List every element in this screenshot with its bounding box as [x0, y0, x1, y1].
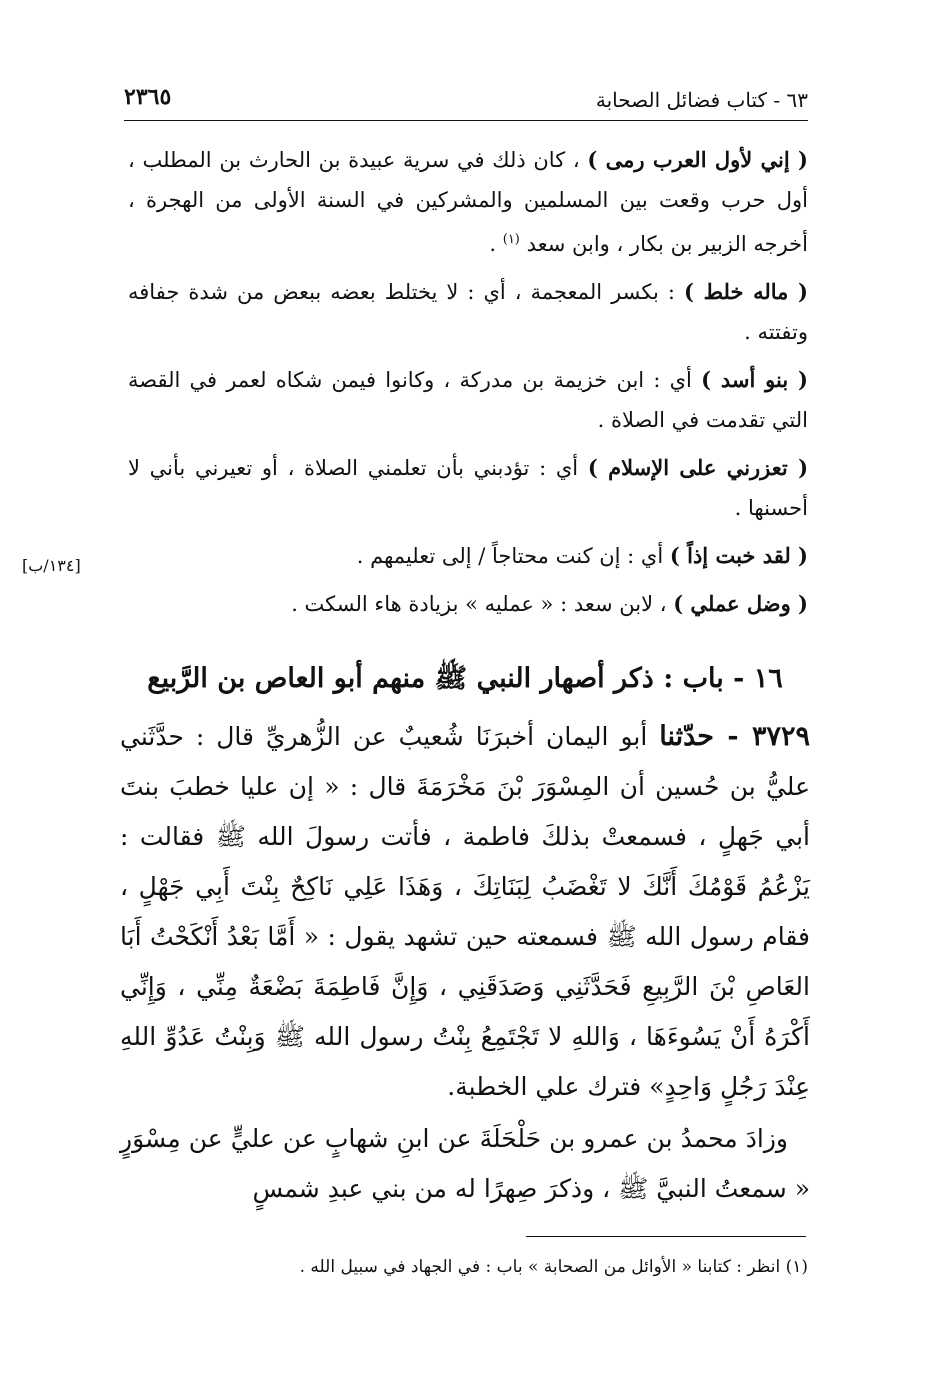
manuscript-folio-reference: [١٣٤/ب]	[22, 556, 81, 575]
commentary-paragraph	[128, 536, 808, 576]
commentary-paragraph	[128, 140, 808, 264]
commentary-text: ، كان ذلك في سرية عبيدة بن الحارث بن المطلب ، أول حرب وقعت بين المسلمين والمشركين في السنة الأولى من الهجرة ، أخرجه الزبير بن بكار ، وابن سعد	[128, 148, 808, 256]
hadith-section	[120, 712, 810, 1216]
commentary-text: أي : إن كنت محتاجاً / إلى تعليمهم .	[356, 544, 670, 568]
hadith-body: أبو اليمان أخبرَنَا شُعيبٌ عن الزُّهريِّ قال : حدَّثَني عليُّ بن حُسين أن المِسْوَرَ بْنَ مَخْرَمَةَ قال : « إن عليا خطبَ بنتَ أبي جَهلٍ ، فسمعتْ بذلكَ فاطمة ، فأتت رسولَ الله ﷺ فقالت : يَزْعُمُ قَوْمُكَ أَنَّكَ لا تَغْضَبُ لِبَنَاتِكَ ، وَهَذَا عَلِي نَاكِحٌ بِنْتَ أَبِي جَهْلٍ ، فقام رسول الله ﷺ فسمعته حين تشهد يقول : « أَمَّا بَعْدُ أَنْكَحْتُ أَبَا العَاصِ بْنَ الرَّبِيعِ فَحَدَّثَنِي وَصَدَقَنِي ، وَإِنَّ فَاطِمَةَ بَضْعَةٌ مِنِّي ، وَإِنِّي أَكْرَهُ أَنْ يَسُوءَهَا ، وَاللهِ لا تَجْتَمِعُ بِنْتُ رسول الله ﷺ وَبِنْتُ عَدُوِّ اللهِ عِنْدَ رَجُلٍ وَاحِدٍ» فترك علي الخطبة.	[120, 722, 810, 1101]
commentary-paragraph	[128, 584, 808, 624]
commentary-lemma: ( بنو أسد )	[701, 367, 808, 392]
chapter-heading: ١٦ - باب : ذكر أصهار النبي ﷺ منهم أبو العاص بن الرَّبيع	[147, 663, 783, 694]
commentary-lemma: ( تعزرني على الإسلام )	[587, 455, 809, 480]
footnote: (١) انظر : كتابنا « الأوائل من الصحابة » باب : في الجهاد في سبيل الله .	[299, 1257, 808, 1277]
commentary-section	[128, 140, 808, 632]
commentary-lemma: ( ماله خلط )	[683, 279, 808, 304]
running-title: ٦٣ - كتاب فضائل الصحابة	[595, 88, 808, 112]
commentary-lemma: ( لقد خبت إذاً )	[669, 543, 808, 568]
commentary-text: أي : ابن خزيمة بن مدركة ، وكانوا فيمن شكاه لعمر في القصة التي تقدمت في الصلاة .	[128, 368, 808, 432]
commentary-text: ، لابن سعد : « عمليه » بزيادة هاء السكت .	[291, 592, 674, 616]
commentary-paragraph	[128, 272, 808, 352]
commentary-paragraph	[128, 448, 808, 528]
hadith-addendum: وزادَ محمدُ بن عمرو بن حَلْحَلَةَ عن ابنِ شهابٍ عن عليٍّ عن مِسْوَرٍ « سمعتُ النبيَّ ﷺ ، وذكرَ صِهرًا له من بني عبدِ شمسٍ	[120, 1124, 810, 1203]
page-number: ٢٣٦٥	[124, 84, 172, 110]
commentary-paragraph	[128, 360, 808, 440]
hadith-number: ٣٧٢٩ - حدّثنا	[659, 721, 810, 752]
hadith-text	[120, 712, 810, 1112]
commentary-text: : بكسر المعجمة ، أي : لا يختلط بعضه ببعض من شدة جفافه وتفتته .	[128, 280, 808, 344]
footnote-marker: (١)	[502, 232, 520, 247]
page-header	[124, 84, 808, 121]
commentary-text: أي : تؤدبني بأن تعلمني الصلاة ، أو تعيرني بأني لا أحسنها .	[128, 456, 808, 520]
commentary-lemma: ( وضل عملي )	[673, 591, 808, 616]
footnote-divider	[526, 1236, 806, 1237]
commentary-text-tail: .	[489, 232, 503, 256]
commentary-lemma: ( إني لأول العرب رمى )	[587, 147, 808, 172]
